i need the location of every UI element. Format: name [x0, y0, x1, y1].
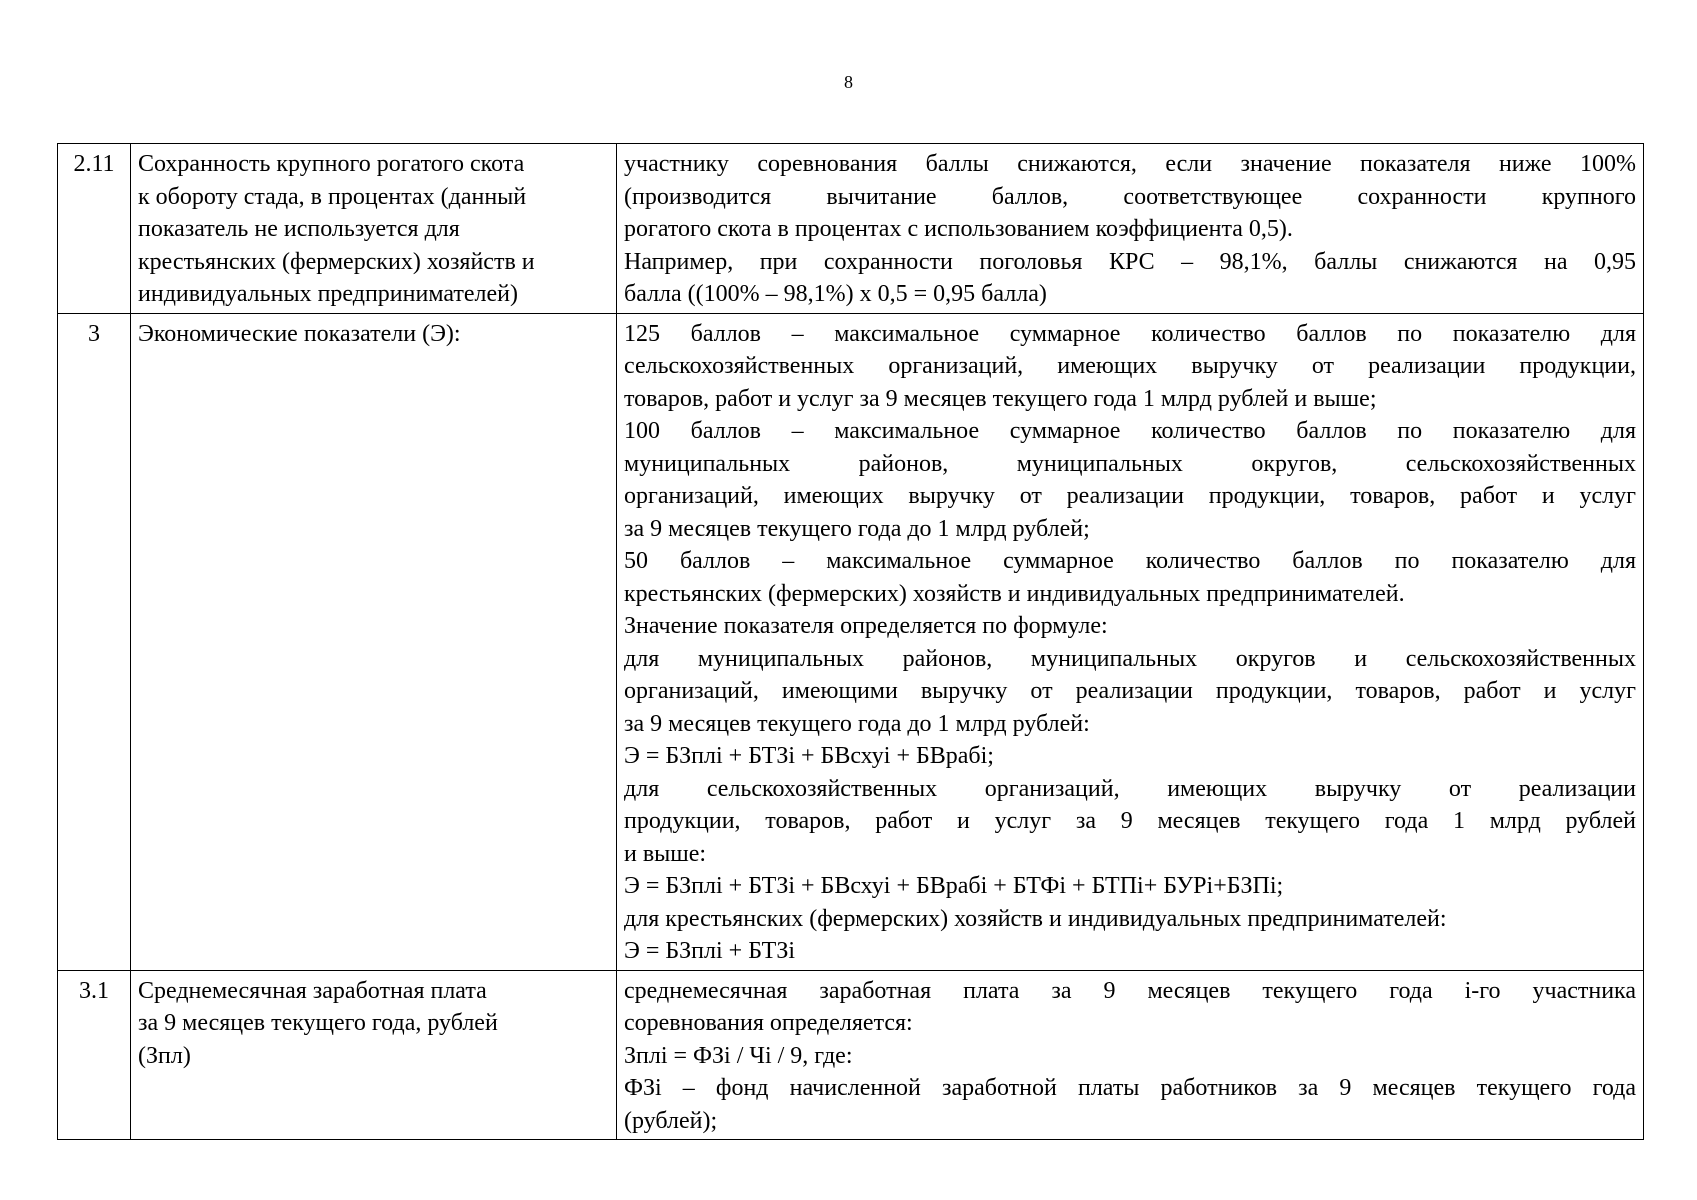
indicator-description [617, 144, 1644, 314]
name-line: показатель не используется для [138, 216, 460, 242]
desc-line: организаций, имеющими выручку от реализации продукции, товаров, работ и услуг [624, 678, 1636, 704]
row-number: 3.1 [58, 970, 131, 1140]
row-number: 2.11 [58, 144, 131, 314]
desc-line: муниципальных районов, муниципальных округов, сельскохозяйственных [624, 450, 1636, 477]
name-line: Экономические показатели (Э): [138, 320, 461, 347]
name-line: Сохранность крупного рогатого скота [138, 151, 525, 177]
desc-line: ФЗі – фонд начисленной заработной платы работников за 9 месяцев текущего года [624, 1075, 1636, 1101]
desc-line: (производится вычитание баллов, соответствующее сохранности крупного [624, 183, 1636, 210]
desc-line: участнику соревнования баллы снижаются, если значение показателя ниже 100% [624, 151, 1636, 177]
desc-line: для крестьянских (фермерских) хозяйств и индивидуальных предпринимателей: [624, 905, 1447, 932]
page-number: 8 [844, 72, 853, 92]
desc-line: для муниципальных районов, муниципальных округов и сельскохозяйственных [624, 645, 1636, 672]
desc-line: за 9 месяцев текущего года до 1 млрд рублей: [624, 710, 1090, 737]
desc-line: для сельскохозяйственных организаций, имеющих выручку от реализации [624, 775, 1636, 802]
desc-line: соревнования определяется: [624, 1010, 913, 1036]
desc-line: и выше: [624, 840, 707, 867]
formula-line: Зплі = ФЗі / Чі / 9, где: [624, 1042, 853, 1069]
formula-line: Э = БЗплі + БТЗі [624, 938, 796, 964]
desc-line: товаров, работ и услуг за 9 месяцев текущего года 1 млрд рублей и выше; [624, 385, 1377, 412]
desc-line: рогатого скота в процентах с использованием коэффициента 0,5). [624, 216, 1293, 242]
name-line: за 9 месяцев текущего года, рублей [138, 1010, 498, 1036]
formula-line: Э = БЗплі + БТЗі + БВсхуі + БВрабі + БТФі + БТПі+ БУРі+БЗПі; [624, 873, 1284, 899]
name-line: индивидуальных предпринимателей) [138, 281, 518, 307]
indicator-description [617, 970, 1644, 1140]
table-row [58, 313, 1644, 970]
desc-line: 50 баллов – максимальное суммарное количество баллов по показателю для [624, 548, 1636, 574]
table-row [58, 970, 1644, 1140]
desc-line: 125 баллов – максимальное суммарное количество баллов по показателю для [624, 320, 1636, 347]
name-line: Среднемесячная заработная плата [138, 977, 487, 1004]
desc-line: Значение показателя определяется по формуле: [624, 613, 1108, 639]
desc-line: среднемесячная заработная плата за 9 месяцев текущего года і-го участника [624, 977, 1636, 1004]
desc-line: организаций, имеющих выручку от реализации продукции, товаров, работ и услуг [624, 483, 1636, 509]
desc-line: (рублей); [624, 1107, 718, 1134]
indicator-description [617, 313, 1644, 970]
desc-line: Например, при сохранности поголовья КРС – 98,1%, баллы снижаются на 0,95 [624, 248, 1636, 275]
desc-line: 100 баллов – максимальное суммарное количество баллов по показателю для [624, 418, 1636, 444]
desc-line: продукции, товаров, работ и услуг за 9 месяцев текущего года 1 млрд рублей [624, 808, 1636, 834]
desc-line: балла ((100% – 98,1%) х 0,5 = 0,95 балла) [624, 281, 1047, 307]
formula-line: Э = БЗплі + БТЗі + БВсхуі + БВрабі; [624, 743, 994, 769]
desc-line: сельскохозяйственных организаций, имеющих выручку от реализации продукции, [624, 353, 1636, 379]
name-line: (Зпл) [138, 1042, 191, 1069]
row-number: 3 [58, 313, 131, 970]
indicator-name [131, 144, 617, 314]
criteria-table [57, 143, 1644, 1140]
desc-line: крестьянских (фермерских) хозяйств и индивидуальных предпринимателей. [624, 580, 1405, 607]
name-line: к обороту стада, в процентах (данный [138, 183, 527, 210]
name-line: крестьянских (фермерских) хозяйств и [138, 248, 535, 275]
indicator-name [131, 313, 617, 970]
desc-line: за 9 месяцев текущего года до 1 млрд рублей; [624, 515, 1090, 542]
indicator-name [131, 970, 617, 1140]
table-row [58, 144, 1644, 314]
